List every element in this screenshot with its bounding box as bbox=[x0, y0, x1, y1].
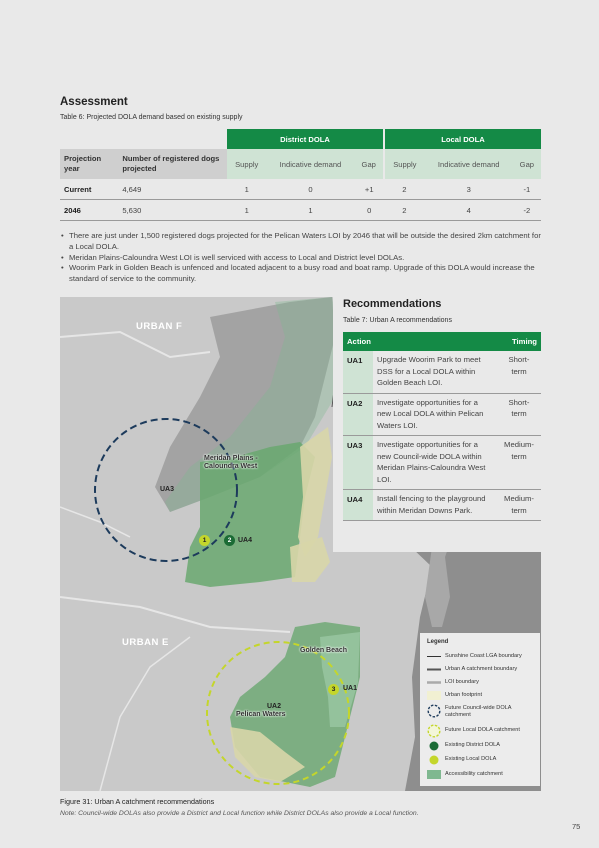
rec-timing: Short-term bbox=[497, 393, 541, 436]
row-value: 1 bbox=[266, 200, 354, 221]
pelican-waters-label: Pelican Waters bbox=[236, 711, 286, 718]
local-dola-icon bbox=[427, 755, 441, 765]
rec-action: Investigate opportunities for a new Council-wide DOLA within Meridan Plains-Caloundra West LOI. bbox=[373, 436, 497, 490]
table-row bbox=[343, 490, 541, 521]
recommendations-table bbox=[343, 332, 541, 521]
figure-note: Note: Council-wide DOLAs also provide a District and Local function while District DOLAs also provide a Local function. bbox=[60, 810, 419, 817]
col-registered-dogs: Number of registered dogs projected bbox=[118, 149, 227, 179]
rec-timing: Medium-term bbox=[497, 436, 541, 490]
recommendations-heading: Recommendations bbox=[343, 298, 442, 310]
urban-f-label: URBAN F bbox=[136, 321, 183, 332]
marker-2-district-dola: 2 bbox=[224, 535, 235, 546]
rec-action: Upgrade Woorim Park to meet DSS for a Local DOLA within Golden Beach LOI. bbox=[373, 351, 497, 393]
row-value: 2 bbox=[384, 200, 425, 221]
rec-timing: Medium-term bbox=[497, 490, 541, 521]
rec-action: Install fencing to the playground within Meridan Downs Park. bbox=[373, 490, 497, 521]
local-catchment-icon bbox=[427, 724, 441, 738]
table-row bbox=[343, 393, 541, 436]
bullet-item: • There are just under 1,500 registered dogs projected for the Pelican Waters LOI by 2046 that will be outside the desired 2km catchment for a Local DOLA. bbox=[60, 231, 546, 253]
table-row bbox=[60, 200, 541, 221]
rec-timing: Short-term bbox=[497, 351, 541, 393]
ua1-map-label: UA1 bbox=[343, 685, 358, 692]
legend-item: Urban footprint bbox=[427, 690, 537, 702]
loi-boundary-icon bbox=[427, 678, 441, 687]
rec-code: UA3 bbox=[343, 436, 373, 490]
accessibility-catchment-icon bbox=[427, 770, 441, 779]
legend-title: Legend bbox=[427, 639, 449, 645]
legend-item: Existing District DOLA bbox=[427, 740, 537, 752]
col-district-supply: Supply bbox=[227, 149, 266, 179]
ua3-map-label: UA3 bbox=[160, 486, 175, 493]
legend-item: Urban A catchment boundary bbox=[427, 664, 537, 676]
bullet-item: • Meridan Plains-Caloundra West LOI is well serviced with access to Local and District level DOLAs. bbox=[60, 253, 546, 264]
table-7-caption: Table 7: Urban A recommendations bbox=[343, 317, 452, 324]
marker-3-local-dola: 3 bbox=[328, 684, 339, 695]
legend-item: Accessibility catchment bbox=[427, 769, 537, 781]
row-dogs: 4,649 bbox=[118, 179, 227, 200]
col-action: Action bbox=[343, 332, 497, 351]
row-dogs: 5,630 bbox=[118, 200, 227, 221]
figure-caption: Figure 31: Urban A catchment recommendations bbox=[60, 797, 215, 806]
legend-item: Future Local DOLA catchment bbox=[427, 723, 537, 737]
local-dola-header: Local DOLA bbox=[384, 129, 541, 149]
council-wide-catchment-icon bbox=[427, 704, 441, 718]
rec-code: UA2 bbox=[343, 393, 373, 436]
marker-1-local-dola: 1 bbox=[199, 535, 210, 546]
row-value: 3 bbox=[425, 179, 513, 200]
row-year: Current bbox=[60, 179, 118, 200]
meridan-plains-label: Meridan Plains - Caloundra West bbox=[204, 455, 258, 470]
col-projection-year: Projection year bbox=[60, 149, 118, 179]
row-value: 1 bbox=[227, 200, 266, 221]
dola-demand-table bbox=[60, 129, 541, 221]
legend-item: LOI boundary bbox=[427, 677, 537, 689]
district-dola-header: District DOLA bbox=[227, 129, 384, 149]
district-dola-icon bbox=[427, 741, 441, 751]
urban-footprint-icon bbox=[427, 691, 441, 700]
bullet-item: • Woorim Park in Golden Beach is unfenced and located adjacent to a busy road and boat ramp. Upgrade of this DOLA would increase the standard of service to the community. bbox=[60, 263, 546, 285]
table-row bbox=[60, 179, 541, 200]
lga-boundary-icon bbox=[427, 652, 441, 661]
assessment-bullets bbox=[60, 231, 546, 285]
col-local-gap: Gap bbox=[513, 149, 541, 179]
table-row bbox=[343, 351, 541, 393]
row-value: 2 bbox=[384, 179, 425, 200]
legend-item: Future Council-wide DOLA catchment bbox=[427, 703, 537, 719]
row-value: -1 bbox=[513, 179, 541, 200]
golden-beach-label: Golden Beach bbox=[300, 647, 348, 654]
row-value: 0 bbox=[266, 179, 354, 200]
table-row bbox=[343, 436, 541, 490]
col-timing: Timing bbox=[497, 332, 541, 351]
col-district-demand: Indicative demand bbox=[266, 149, 354, 179]
ua2-map-label: UA2 bbox=[267, 703, 282, 710]
assessment-heading: Assessment bbox=[60, 96, 128, 108]
urban-e-label: URBAN E bbox=[122, 637, 169, 648]
catchment-boundary-icon bbox=[427, 665, 441, 674]
row-value: +1 bbox=[354, 179, 384, 200]
ua4-map-label: UA4 bbox=[238, 537, 253, 544]
rec-action: Investigate opportunities for a new Local DOLA within Pelican Waters LOI. bbox=[373, 393, 497, 436]
row-year: 2046 bbox=[60, 200, 118, 221]
col-district-gap: Gap bbox=[354, 149, 384, 179]
legend-item: Sunshine Coast LGA boundary bbox=[427, 651, 537, 663]
map-legend bbox=[420, 633, 540, 786]
table-6-caption: Table 6: Projected DOLA demand based on existing supply bbox=[60, 114, 243, 121]
legend-item: Existing Local DOLA bbox=[427, 754, 537, 766]
rec-code: UA4 bbox=[343, 490, 373, 521]
rec-code: UA1 bbox=[343, 351, 373, 393]
row-value: 0 bbox=[354, 200, 384, 221]
page-number: 75 bbox=[572, 822, 581, 831]
row-value: 4 bbox=[425, 200, 513, 221]
col-local-demand: Indicative demand bbox=[425, 149, 513, 179]
col-local-supply: Supply bbox=[384, 149, 425, 179]
row-value: 1 bbox=[227, 179, 266, 200]
row-value: -2 bbox=[513, 200, 541, 221]
